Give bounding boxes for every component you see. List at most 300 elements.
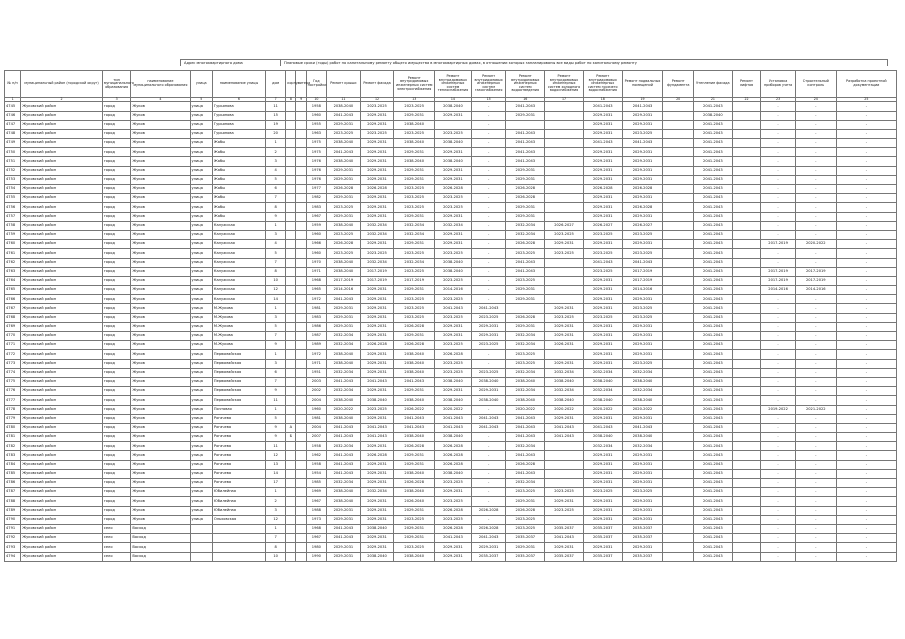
- table-cell: 2029-2031: [435, 488, 472, 497]
- table-cell: 2029-2031: [583, 120, 622, 129]
- table-row: [5, 515, 897, 524]
- table-cell: улица: [190, 157, 212, 166]
- table-cell: [663, 387, 694, 396]
- table-cell: [286, 515, 296, 524]
- table-cell: Рогачева: [212, 433, 265, 442]
- table-cell: [296, 212, 306, 221]
- table-cell: 2029-2031: [394, 451, 435, 460]
- table-cell: 4784: [5, 460, 21, 469]
- table-cell: Жуковский район: [21, 377, 103, 386]
- table-cell: 2023-2025: [360, 102, 394, 111]
- table-cell: Жуковский район: [21, 129, 103, 138]
- table-cell: -: [795, 230, 836, 239]
- table-cell: 2023-2025: [583, 230, 622, 239]
- table-row: [5, 524, 897, 533]
- table-cell: 2041-2043: [693, 267, 732, 276]
- table-cell: город: [102, 102, 131, 111]
- table-cell: -: [795, 175, 836, 184]
- table-cell: 2041-2043: [693, 341, 732, 350]
- table-cell: [545, 148, 584, 157]
- table-cell: 1977: [306, 185, 326, 194]
- table-cell: 2032-2034: [360, 488, 394, 497]
- table-cell: 1: [265, 405, 285, 414]
- table-row: [5, 313, 897, 322]
- table-cell: Жуковский район: [21, 488, 103, 497]
- table-cell: 2029-2031: [360, 286, 394, 295]
- table-cell: Первомайская: [212, 396, 265, 405]
- table-cell: 4790: [5, 515, 21, 524]
- table-cell: 2041-2043: [693, 212, 732, 221]
- table-cell: Жуковский район: [21, 396, 103, 405]
- table-cell: [296, 423, 306, 432]
- table-cell: -: [471, 175, 506, 184]
- table-cell: -: [836, 304, 896, 313]
- table-cell: 2029-2031: [360, 368, 394, 377]
- table-cell: [545, 111, 584, 120]
- table-cell: 2029-2031: [545, 332, 584, 341]
- table-cell: [286, 506, 296, 515]
- table-cell: город: [102, 185, 131, 194]
- table-cell: 2029-2031: [360, 157, 394, 166]
- table-cell: 2029-2031: [583, 148, 622, 157]
- table-cell: -: [761, 185, 796, 194]
- table-cell: 2029-2031: [506, 295, 545, 304]
- table-cell: [190, 534, 212, 543]
- table-cell: 2029-2031: [583, 414, 622, 423]
- table-cell: [732, 332, 761, 341]
- table-cell: [663, 451, 694, 460]
- table-cell: [732, 148, 761, 157]
- table-cell: -: [836, 451, 896, 460]
- table-cell: 1971: [306, 359, 326, 368]
- table-cell: -: [761, 497, 796, 506]
- table-cell: 2032-2034: [360, 230, 394, 239]
- table-cell: 2026-2028: [435, 185, 472, 194]
- table-cell: -: [471, 276, 506, 285]
- table-cell: Калужская: [212, 267, 265, 276]
- table-cell: 2032-2034: [583, 368, 622, 377]
- table-cell: Жуков: [131, 221, 190, 230]
- table-cell: 2035-2037: [622, 552, 663, 561]
- table-cell: 3: [265, 359, 285, 368]
- table-cell: -: [471, 120, 506, 129]
- table-row: [5, 258, 897, 267]
- column-number: 6: [212, 98, 265, 102]
- table-cell: город: [102, 276, 131, 285]
- table-cell: улица: [190, 497, 212, 506]
- schedule-group-label: Плановые сроки (годы) работ по капитальному ремонту общего имущества в многоквартирных домах, в отношении которых запланированы все виды работ по капитальному ремонту: [280, 59, 888, 66]
- table-cell: 2029-2031: [622, 148, 663, 157]
- table-cell: Жуковский район: [21, 166, 103, 175]
- table-cell: 2032-2034: [545, 368, 584, 377]
- table-cell: -: [836, 341, 896, 350]
- table-cell: Жуков: [131, 212, 190, 221]
- table-cell: -: [761, 423, 796, 432]
- table-cell: 2041-2043: [545, 423, 584, 432]
- table-cell: 1967: [306, 212, 326, 221]
- table-row: [5, 341, 897, 350]
- table-cell: 2029-2031: [327, 552, 361, 561]
- table-cell: 2023-2025: [360, 129, 394, 138]
- table-cell: 2004: [306, 423, 326, 432]
- table-cell: -: [761, 203, 796, 212]
- table-cell: 2029-2031: [435, 552, 472, 561]
- table-cell: [732, 341, 761, 350]
- table-cell: 4764: [5, 276, 21, 285]
- table-cell: 2004: [306, 396, 326, 405]
- table-cell: 4757: [5, 212, 21, 221]
- column-header: Ремонт фасада: [360, 71, 394, 98]
- table-cell: город: [102, 350, 131, 359]
- table-cell: 2032-2034: [583, 442, 622, 451]
- table-cell: Жуков: [131, 166, 190, 175]
- table-cell: 2041-2043: [693, 139, 732, 148]
- table-cell: Жуков: [131, 148, 190, 157]
- table-cell: [286, 451, 296, 460]
- table-cell: 2041-2043: [693, 166, 732, 175]
- table-cell: [296, 102, 306, 111]
- table-cell: -: [471, 230, 506, 239]
- table-cell: Калужская: [212, 249, 265, 258]
- table-cell: -: [761, 139, 796, 148]
- table-cell: 19: [265, 120, 285, 129]
- table-cell: -: [761, 469, 796, 478]
- table-cell: Жуковский район: [21, 414, 103, 423]
- table-cell: 1967: [306, 534, 326, 543]
- table-cell: -: [836, 313, 896, 322]
- table-cell: -: [836, 166, 896, 175]
- table-cell: [286, 396, 296, 405]
- column-header: Установка приборов учета: [761, 71, 796, 98]
- table-cell: [286, 203, 296, 212]
- table-cell: 1981: [306, 304, 326, 313]
- table-cell: Жуковский район: [21, 322, 103, 331]
- table-cell: 2029-2031: [622, 166, 663, 175]
- table-cell: 2041-2043: [693, 414, 732, 423]
- table-cell: [296, 111, 306, 120]
- table-row: [5, 506, 897, 515]
- table-cell: улица: [190, 230, 212, 239]
- table-cell: [732, 276, 761, 285]
- table-cell: 2029-2031: [506, 175, 545, 184]
- table-cell: 8: [265, 543, 285, 552]
- table-cell: [732, 368, 761, 377]
- table-cell: [296, 221, 306, 230]
- table-cell: 2026-2028: [327, 240, 361, 249]
- table-row: [5, 157, 897, 166]
- table-cell: улица: [190, 451, 212, 460]
- table-cell: Жуков: [131, 405, 190, 414]
- table-cell: 1975: [306, 139, 326, 148]
- table-cell: [545, 479, 584, 488]
- table-cell: -: [836, 534, 896, 543]
- column-header: Разработка проектной документации: [836, 71, 896, 98]
- table-cell: Жабы: [212, 203, 265, 212]
- table-cell: 2026-2028: [506, 460, 545, 469]
- table-cell: 2029-2031: [622, 341, 663, 350]
- table-cell: [286, 534, 296, 543]
- column-number: 22: [732, 98, 761, 102]
- table-cell: -: [836, 506, 896, 515]
- table-cell: -: [471, 295, 506, 304]
- table-cell: Восход: [131, 552, 190, 561]
- table-cell: 2041-2043: [693, 286, 732, 295]
- table-cell: 2017-2019: [622, 276, 663, 285]
- table-cell: улица: [190, 249, 212, 258]
- table-cell: улица: [190, 240, 212, 249]
- table-cell: [732, 267, 761, 276]
- table-cell: -: [836, 148, 896, 157]
- table-cell: [286, 332, 296, 341]
- table-cell: [296, 139, 306, 148]
- table-cell: [190, 543, 212, 552]
- table-cell: 2029-2031: [583, 350, 622, 359]
- table-cell: -: [761, 359, 796, 368]
- table-cell: -: [836, 488, 896, 497]
- table-cell: Жуковский район: [21, 469, 103, 478]
- table-cell: Жуков: [131, 120, 190, 129]
- table-cell: город: [102, 433, 131, 442]
- table-cell: -: [471, 203, 506, 212]
- table-cell: [286, 120, 296, 129]
- table-cell: 2032-2034: [327, 442, 361, 451]
- table-cell: 2029-2031: [622, 469, 663, 478]
- table-cell: 2041-2043: [693, 120, 732, 129]
- table-cell: 2029-2031: [583, 304, 622, 313]
- table-cell: 4768: [5, 313, 21, 322]
- table-cell: 1966: [306, 240, 326, 249]
- table-cell: [545, 258, 584, 267]
- table-cell: 2029-2031: [394, 175, 435, 184]
- table-cell: [286, 497, 296, 506]
- table-cell: 4777: [5, 396, 21, 405]
- table-cell: 2032-2034: [394, 230, 435, 239]
- table-cell: улица: [190, 405, 212, 414]
- table-cell: [663, 497, 694, 506]
- table-cell: [296, 185, 306, 194]
- table-cell: [286, 322, 296, 331]
- table-cell: 11: [265, 442, 285, 451]
- table-row: [5, 249, 897, 258]
- table-cell: [286, 157, 296, 166]
- table-cell: город: [102, 322, 131, 331]
- table-cell: Жуковский район: [21, 433, 103, 442]
- table-cell: 2029-2031: [622, 506, 663, 515]
- table-cell: 2017-2019: [622, 267, 663, 276]
- table-cell: Жуков: [131, 129, 190, 138]
- table-cell: -: [471, 212, 506, 221]
- table-cell: 2020-2022: [506, 405, 545, 414]
- table-cell: -: [761, 396, 796, 405]
- table-cell: 2041-2043: [693, 157, 732, 166]
- table-cell: [732, 506, 761, 515]
- table-cell: 2029-2031: [327, 322, 361, 331]
- table-cell: Рогачева: [212, 414, 265, 423]
- table-cell: 2041-2043: [693, 423, 732, 432]
- table-cell: 2029-2031: [471, 543, 506, 552]
- table-cell: 2035-2037: [471, 552, 506, 561]
- table-cell: 2029-2031: [360, 387, 394, 396]
- table-cell: 2029-2031: [394, 506, 435, 515]
- table-cell: 2041-2043: [506, 423, 545, 432]
- table-cell: 2041-2043: [506, 433, 545, 442]
- table-cell: [286, 240, 296, 249]
- table-row: [5, 295, 897, 304]
- table-cell: 4791: [5, 524, 21, 533]
- table-cell: 2041-2043: [506, 414, 545, 423]
- column-number: 5: [190, 98, 212, 102]
- table-cell: Восход: [131, 524, 190, 533]
- table-cell: 2029-2031: [506, 212, 545, 221]
- table-cell: 1972: [306, 350, 326, 359]
- table-cell: 9: [265, 341, 285, 350]
- table-cell: 2029-2031: [583, 295, 622, 304]
- table-cell: 4747: [5, 120, 21, 129]
- table-cell: Юбилейная: [212, 497, 265, 506]
- table-cell: Рогачева: [212, 479, 265, 488]
- table-cell: Жуков: [131, 423, 190, 432]
- table-cell: Жуков: [131, 295, 190, 304]
- table-cell: -: [836, 423, 896, 432]
- table-cell: Жуков: [131, 387, 190, 396]
- table-cell: 2029-2031: [327, 120, 361, 129]
- table-cell: Жуковский район: [21, 313, 103, 322]
- header-row: [5, 71, 897, 98]
- table-cell: Жуковский район: [21, 249, 103, 258]
- table-cell: -: [795, 166, 836, 175]
- table-cell: [732, 286, 761, 295]
- table-cell: Калужская: [212, 258, 265, 267]
- table-cell: 2023-2025: [394, 304, 435, 313]
- table-cell: 2023-2025: [545, 249, 584, 258]
- table-cell: Жуков: [131, 157, 190, 166]
- table-row: [5, 240, 897, 249]
- table-cell: город: [102, 479, 131, 488]
- table-cell: 2038-2040: [394, 368, 435, 377]
- table-cell: Жуков: [131, 304, 190, 313]
- table-cell: улица: [190, 148, 212, 157]
- table-cell: 2029-2031: [583, 212, 622, 221]
- column-number: 23: [761, 98, 796, 102]
- table-cell: -: [761, 524, 796, 533]
- table-cell: [663, 414, 694, 423]
- table-cell: Жуков: [131, 322, 190, 331]
- table-cell: 2041-2043: [506, 102, 545, 111]
- table-cell: город: [102, 203, 131, 212]
- table-cell: [663, 460, 694, 469]
- table-cell: 4772: [5, 350, 21, 359]
- table-cell: [286, 230, 296, 239]
- table-cell: -: [761, 543, 796, 552]
- table-cell: -: [836, 497, 896, 506]
- table-cell: 2029-2031: [545, 414, 584, 423]
- table-cell: 7: [265, 534, 285, 543]
- table-cell: 2041-2043: [693, 194, 732, 203]
- table-cell: 2029-2031: [394, 166, 435, 175]
- table-cell: -: [761, 341, 796, 350]
- table-cell: [663, 175, 694, 184]
- column-number: 12: [360, 98, 394, 102]
- table-cell: [732, 433, 761, 442]
- column-header: Ремонт внутридомовых инженерных систем газоснабжения: [471, 71, 506, 98]
- table-cell: 2041-2043: [693, 332, 732, 341]
- table-cell: 2041-2043: [693, 405, 732, 414]
- table-cell: 20: [265, 129, 285, 138]
- table-cell: [663, 249, 694, 258]
- table-cell: [296, 304, 306, 313]
- table-cell: 2029-2031: [506, 286, 545, 295]
- column-header: Ремонт фундамента: [663, 71, 694, 98]
- table-cell: 4: [265, 166, 285, 175]
- table-cell: -: [836, 111, 896, 120]
- table-cell: Жуков: [131, 479, 190, 488]
- table-cell: Жуковский район: [21, 258, 103, 267]
- table-cell: 2020-2022: [327, 405, 361, 414]
- table-cell: 1976: [306, 166, 326, 175]
- table-cell: Калужская: [212, 240, 265, 249]
- table-cell: 2041-2043: [693, 249, 732, 258]
- table-cell: 2029-2031: [545, 322, 584, 331]
- table-cell: 2: [265, 148, 285, 157]
- table-cell: -: [471, 515, 506, 524]
- table-cell: [732, 405, 761, 414]
- table-cell: [286, 295, 296, 304]
- table-cell: 2041-2043: [693, 451, 732, 460]
- table-cell: 2029-2031: [394, 460, 435, 469]
- table-cell: Жуков: [131, 377, 190, 386]
- table-cell: [286, 414, 296, 423]
- table-cell: 2041-2043: [506, 469, 545, 478]
- table-cell: Жуковский район: [21, 230, 103, 239]
- table-cell: -: [471, 405, 506, 414]
- table-cell: -: [795, 543, 836, 552]
- table-cell: [545, 460, 584, 469]
- table-cell: 4793: [5, 543, 21, 552]
- table-row: [5, 479, 897, 488]
- table-cell: 2026-2028: [394, 322, 435, 331]
- table-cell: -: [795, 460, 836, 469]
- table-cell: М.Жукова: [212, 304, 265, 313]
- table-cell: улица: [190, 377, 212, 386]
- table-cell: город: [102, 497, 131, 506]
- table-cell: Жуков: [131, 102, 190, 111]
- table-cell: -: [761, 368, 796, 377]
- table-cell: [296, 276, 306, 285]
- table-cell: [663, 534, 694, 543]
- table-cell: 2029-2031: [506, 111, 545, 120]
- table-cell: улица: [190, 368, 212, 377]
- table-cell: Жуков: [131, 332, 190, 341]
- table-cell: [296, 230, 306, 239]
- table-cell: 2026-2028: [506, 240, 545, 249]
- table-cell: 2029-2031: [360, 497, 394, 506]
- table-cell: 1955: [306, 120, 326, 129]
- table-cell: 2041-2043: [583, 423, 622, 432]
- table-cell: 2038-2040: [327, 157, 361, 166]
- table-cell: 7: [265, 258, 285, 267]
- table-cell: -: [761, 515, 796, 524]
- table-cell: [732, 377, 761, 386]
- table-cell: Жуков: [131, 506, 190, 515]
- table-cell: 2029-2031: [622, 175, 663, 184]
- table-cell: -: [471, 185, 506, 194]
- table-cell: 2029-2031: [394, 524, 435, 533]
- table-cell: -: [471, 111, 506, 120]
- table-cell: город: [102, 295, 131, 304]
- table-cell: 2029-2031: [622, 451, 663, 460]
- table-cell: 2038-2040: [394, 350, 435, 359]
- table-cell: [286, 267, 296, 276]
